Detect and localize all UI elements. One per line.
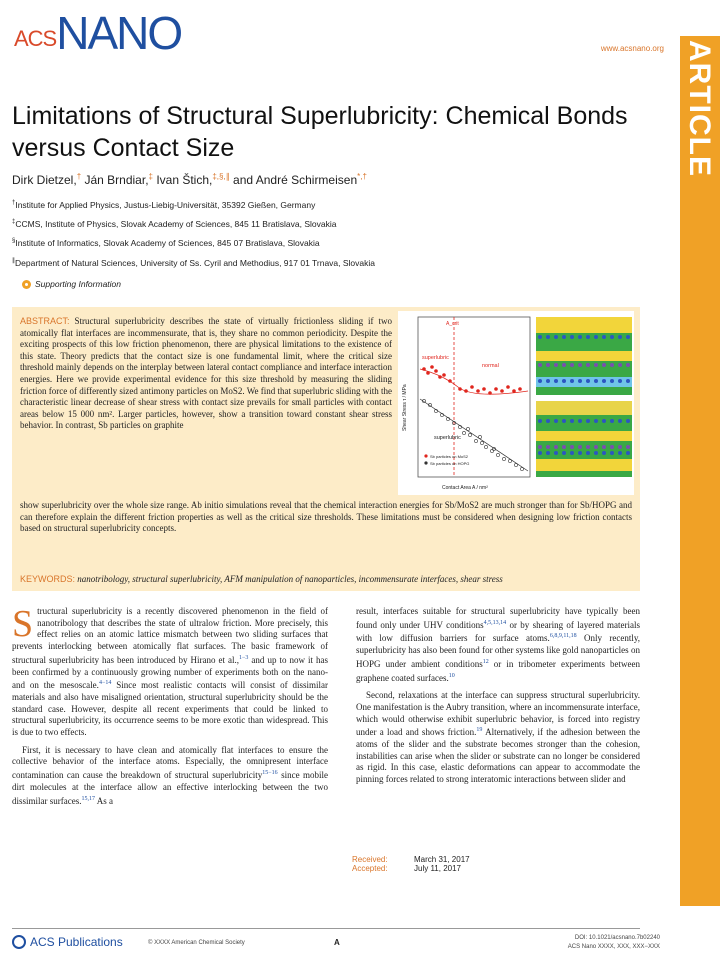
- atom: [554, 335, 558, 339]
- mos2-data-point: [430, 365, 434, 369]
- copyright: © XXXX American Chemical Society: [148, 940, 245, 946]
- affiliation-mark: ‡: [12, 219, 16, 226]
- toc-xlabel: Contact Area A / nm²: [442, 485, 488, 491]
- citation-ref[interactable]: 15−16: [262, 770, 278, 777]
- atom: [594, 363, 598, 367]
- abstract-part1: Structural superlubricity describes the state of virtually frictionless sliding if two atomically flat interfaces are incommensurate, that is, they share no common periodicity. Despite the exciting prospects of this low friction phenomenon, there are physical limitations to the existence of this state. Theory predicts that the contact size is one fundamental limit, where the critical size threshold mainly depends on the interplay between lateral contact compliance and interface interaction energies. Here we provide experimental evidence for this size threshold by measuring the sliding friction force of differently sized antimony particles on MoS2. We find that superlubric sliding with the characteristic linear decrease of shear stress with contact size prevails for small particles with contact areas below 15 000 nm². Larger particles, however, show a transition toward constant shear stress behavior. In contrast, Sb particles on graphite: [20, 316, 393, 431]
- text-run: Only recently, superlubricity has also been found for other systems like gold nanoparticles on HOPG under ambient conditions: [356, 633, 640, 669]
- dropcap: S: [12, 603, 34, 645]
- atom: [562, 451, 566, 455]
- accepted-date: July 11, 2017: [414, 864, 461, 873]
- legend-mos2-label: Sb particles on MoS2: [430, 454, 469, 459]
- citation-ref[interactable]: 4−14: [98, 680, 112, 687]
- atom: [602, 379, 606, 383]
- atom: [562, 335, 566, 339]
- doi-link[interactable]: DOI: 10.1021/acsnano.7b02240: [574, 935, 660, 941]
- text-run: or by shearing of layered materials with low diffusion barriers for surface atoms.: [356, 619, 641, 644]
- text-run: and up to now it has been confirmed by a continuously growing number of experiments both on the nano- and on the mesoscale.: [12, 654, 328, 691]
- atom: [538, 335, 542, 339]
- body-column-left: [12, 603, 329, 813]
- atom: [610, 363, 614, 367]
- atom: [586, 335, 590, 339]
- paper-title: Limitations of Structural Superlubricity: Chemical Bonds versus Contact Size: [12, 102, 628, 162]
- atom: [594, 379, 598, 383]
- atom: [618, 445, 622, 449]
- atom: [562, 419, 566, 423]
- atom: [578, 335, 582, 339]
- mos2-data-point: [422, 367, 426, 371]
- citation-ref[interactable]: 6,8,9,11,18: [549, 633, 577, 640]
- supporting-info-label: Supporting Information: [35, 279, 121, 289]
- atom: [578, 451, 582, 455]
- supporting-info-link[interactable]: [22, 279, 121, 289]
- text-run: Alternatively, if the adhesion between the atoms of the slider and the substrate becomes stronger than the cohesion, instabilities can arise when the slider or substrate can no longer be considered as rigid. In this case, elastic deformations can appear to accommodate the pinning forces related to strong interatomic interactions between slider and: [356, 727, 640, 785]
- atom: [554, 379, 558, 383]
- received-label: Received:: [352, 855, 388, 864]
- affiliation-text: Institute of Informatics, Slovak Academy of Sciences, 845 07 Bratislava, Slovakia: [15, 238, 320, 248]
- text-run: result, interfaces suitable for structural superlubricity have typically been found only under UHV conditions: [356, 606, 640, 630]
- affiliation-text: Institute for Applied Physics, Justus-Liebig-Universität, 35392 Gießen, Germany: [15, 200, 316, 210]
- atom: [554, 451, 558, 455]
- mos2-data-point: [448, 379, 452, 383]
- atom: [594, 451, 598, 455]
- atom: [610, 419, 614, 423]
- superlubric-top-label: superlubric: [422, 355, 449, 361]
- journal-url[interactable]: www.acsnano.org: [600, 44, 664, 53]
- mos2-data-point: [500, 389, 504, 393]
- doi-block: [568, 934, 660, 952]
- atom: [538, 445, 542, 449]
- atom: [602, 363, 606, 367]
- legend-mos2-marker: [424, 454, 427, 457]
- affiliation-text: CCMS, Institute of Physics, Slovak Academy of Sciences, 845 11 Bratislava, Slovakia: [15, 219, 337, 229]
- mos2-data-point: [488, 391, 492, 395]
- mos2-data-point: [442, 373, 446, 377]
- mos2-data-point: [434, 369, 438, 373]
- affiliation: [12, 219, 336, 229]
- atom: [546, 363, 550, 367]
- affiliation-mark: §: [12, 238, 16, 245]
- legend-hopg-marker: [424, 461, 427, 464]
- author-marks: ‡,§,∥: [212, 172, 230, 181]
- atom: [602, 419, 606, 423]
- atom: [586, 451, 590, 455]
- atom: [594, 335, 598, 339]
- superlubric-bottom-label: superlubric: [434, 435, 461, 441]
- accepted-row: [352, 864, 470, 873]
- atom: [538, 419, 542, 423]
- atom: [610, 451, 614, 455]
- body-paragraph: [356, 690, 640, 786]
- text-run: As a: [94, 795, 113, 806]
- keywords-text: nanotribology, structural superlubricity, AFM manipulation of nanoparticles, incommensurate interfaces, shear stress: [77, 574, 503, 584]
- body-paragraph: [12, 603, 329, 739]
- atom: [610, 335, 614, 339]
- affiliation-mark: ∥: [12, 258, 15, 264]
- toc-ylabel: Shear Stress τ / MPa: [402, 384, 408, 431]
- mos2-data-point: [476, 389, 480, 393]
- affiliation-text: Department of Natural Sciences, University of Ss. Cyril and Methodius, 917 01 Trnava, Slovakia: [15, 257, 376, 268]
- text-run: or in tribometer experiments between graphene coated surfaces.: [356, 658, 640, 683]
- mos2-data-point: [512, 389, 516, 393]
- author-name[interactable]: Ján Brndiar,: [84, 173, 149, 187]
- atom: [562, 379, 566, 383]
- text-run: tructural superlubricity is a recently discovered phenomenon in the field of nanotribology that describes the state of ultralow friction. More precisely, this effect relies on an atomic lattice mismatch between two sliding surfaces that prevents interlocking between atomically flat surfaces. The basic framework of structural superlubricity has been introduced by Hirano et al.,: [12, 606, 328, 665]
- author-marks: †: [76, 172, 82, 181]
- atom: [578, 363, 582, 367]
- atom: [570, 445, 574, 449]
- logo-acs: ACS: [14, 26, 57, 51]
- toc-svg: [398, 311, 634, 495]
- acs-mark-icon: [12, 935, 26, 949]
- atom: [578, 445, 582, 449]
- atom: [562, 445, 566, 449]
- plot-frame: [418, 317, 530, 477]
- acs-publications-logo[interactable]: [12, 935, 123, 949]
- author-marks: *,†: [357, 172, 367, 181]
- abstract-continuation: show superlubricity over the whole size range. Ab initio simulations reveal that the chemical interaction energies for Sb/MoS2 are much stronger than for Sb/HOPG and can therefore explain the different friction properties as well as the critical size thresholds. These limitations must be considered when designing low friction contacts based on structural superlubricity concepts.: [20, 500, 632, 534]
- atom: [546, 379, 550, 383]
- atom: [554, 445, 558, 449]
- atom: [570, 451, 574, 455]
- received-date: March 31, 2017: [414, 855, 470, 864]
- affiliation: [12, 200, 315, 210]
- simulation-panel-bottom: [536, 401, 632, 477]
- atom: [586, 445, 590, 449]
- atom: [586, 379, 590, 383]
- atom: [546, 445, 550, 449]
- atom: [554, 419, 558, 423]
- atom: [618, 335, 622, 339]
- atom: [618, 419, 622, 423]
- publisher-name: ACS Publications: [30, 935, 123, 949]
- page-number: A: [334, 938, 340, 947]
- citation-ref[interactable]: 4,5,13,14: [483, 619, 507, 626]
- atom: [618, 379, 622, 383]
- keywords-label: KEYWORDS:: [20, 574, 76, 584]
- atom: [538, 379, 542, 383]
- keywords: [20, 574, 632, 584]
- text-run: First, it is necessary to have clean and atomically flat interfaces to ensure the collective behavior of the interface atoms. Especially, the omnipresent interface contamination can cause the breakdown of structural superlubricity: [12, 744, 328, 781]
- atom: [586, 419, 590, 423]
- body-paragraph: [12, 745, 328, 808]
- text-run: since mobile dirt molecules at the interface allow an effective interlocking between the two dissimilar surfaces.: [12, 770, 328, 806]
- atom: [546, 419, 550, 423]
- atom: [554, 363, 558, 367]
- atom: [610, 379, 614, 383]
- atom: [626, 445, 630, 449]
- citation-ref[interactable]: 19: [476, 727, 483, 734]
- mos2-data-point: [438, 375, 442, 379]
- publication-dates: [352, 855, 470, 873]
- mos2-data-point: [494, 387, 498, 391]
- article-section-label: ARTICLE: [683, 40, 716, 177]
- mos2-data-point: [464, 389, 468, 393]
- affiliation: [12, 238, 320, 248]
- author-list: [12, 172, 367, 187]
- author-name[interactable]: Ivan Štich,: [156, 173, 213, 187]
- mos2-data-point: [426, 371, 430, 375]
- atom: [570, 379, 574, 383]
- atom: [610, 445, 614, 449]
- atom: [602, 451, 606, 455]
- atom: [594, 445, 598, 449]
- atom: [618, 451, 622, 455]
- body-paragraph: [356, 606, 640, 684]
- mos2-data-point: [458, 387, 462, 391]
- toc-graphic[interactable]: [398, 311, 634, 495]
- atom: [578, 379, 582, 383]
- supporting-info-icon: [22, 280, 31, 289]
- affiliation: [12, 257, 375, 268]
- atom: [538, 451, 542, 455]
- atom: [546, 335, 550, 339]
- acrit-label: A_crit: [446, 321, 459, 327]
- author-name[interactable]: and André Schirmeisen: [233, 173, 358, 187]
- simulation-panel-top: [536, 317, 632, 395]
- atom: [626, 419, 630, 423]
- citation-ref[interactable]: 12: [482, 658, 489, 665]
- normal-label: normal: [482, 363, 499, 369]
- author-name[interactable]: Dirk Dietzel,: [12, 173, 77, 187]
- atom: [602, 335, 606, 339]
- citation-ref[interactable]: 10: [448, 672, 455, 679]
- accepted-label: Accepted:: [352, 864, 388, 873]
- text-run: Since most realistic contacts will consist of dissimilar materials and also have misaligned orientation, structural superlubricity should be the standard case. However, despite all recent experiments that could be linked to structural superlubricity, its occurrence seems to be more exotic than widespread. This is due to two effects.: [12, 680, 329, 738]
- citation-ref[interactable]: 15,17: [81, 795, 95, 802]
- atom: [626, 451, 630, 455]
- text-run: Second, relaxations at the interface can suppress structural superlubricity. One manifestation is the Aubry transition, where an incommensurate interface, which would otherwise exhibit superlubric behavior, is forced into registry under a load and shows friction.: [356, 690, 640, 738]
- logo-nano: NANO: [56, 7, 182, 59]
- atom: [626, 335, 630, 339]
- journal-logo: [14, 6, 182, 59]
- atom: [562, 363, 566, 367]
- mos2-data-point: [518, 387, 522, 391]
- atom: [570, 335, 574, 339]
- abstract-text: [20, 316, 392, 432]
- atom: [570, 419, 574, 423]
- atom: [626, 379, 630, 383]
- atom: [594, 419, 598, 423]
- mos2-data-point: [506, 385, 510, 389]
- atom: [538, 363, 542, 367]
- citation-line: ACS Nano XXXX, XXX, XXX−XXX: [567, 944, 660, 950]
- affiliation-mark: †: [12, 200, 16, 207]
- body-column-right: [356, 606, 640, 792]
- atom: [546, 451, 550, 455]
- author-marks: ‡: [148, 172, 153, 181]
- mos2-data-point: [470, 385, 474, 389]
- legend-hopg-label: Sb particles on HOPG: [430, 461, 470, 466]
- atom: [570, 363, 574, 367]
- footer-divider: [12, 928, 640, 929]
- citation-ref[interactable]: 1−3: [239, 654, 249, 661]
- atom: [578, 419, 582, 423]
- atom: [626, 363, 630, 367]
- abstract-label: ABSTRACT:: [20, 316, 70, 326]
- mos2-data-point: [482, 387, 486, 391]
- received-row: [352, 855, 470, 864]
- atom: [618, 363, 622, 367]
- atom: [586, 363, 590, 367]
- atom: [602, 445, 606, 449]
